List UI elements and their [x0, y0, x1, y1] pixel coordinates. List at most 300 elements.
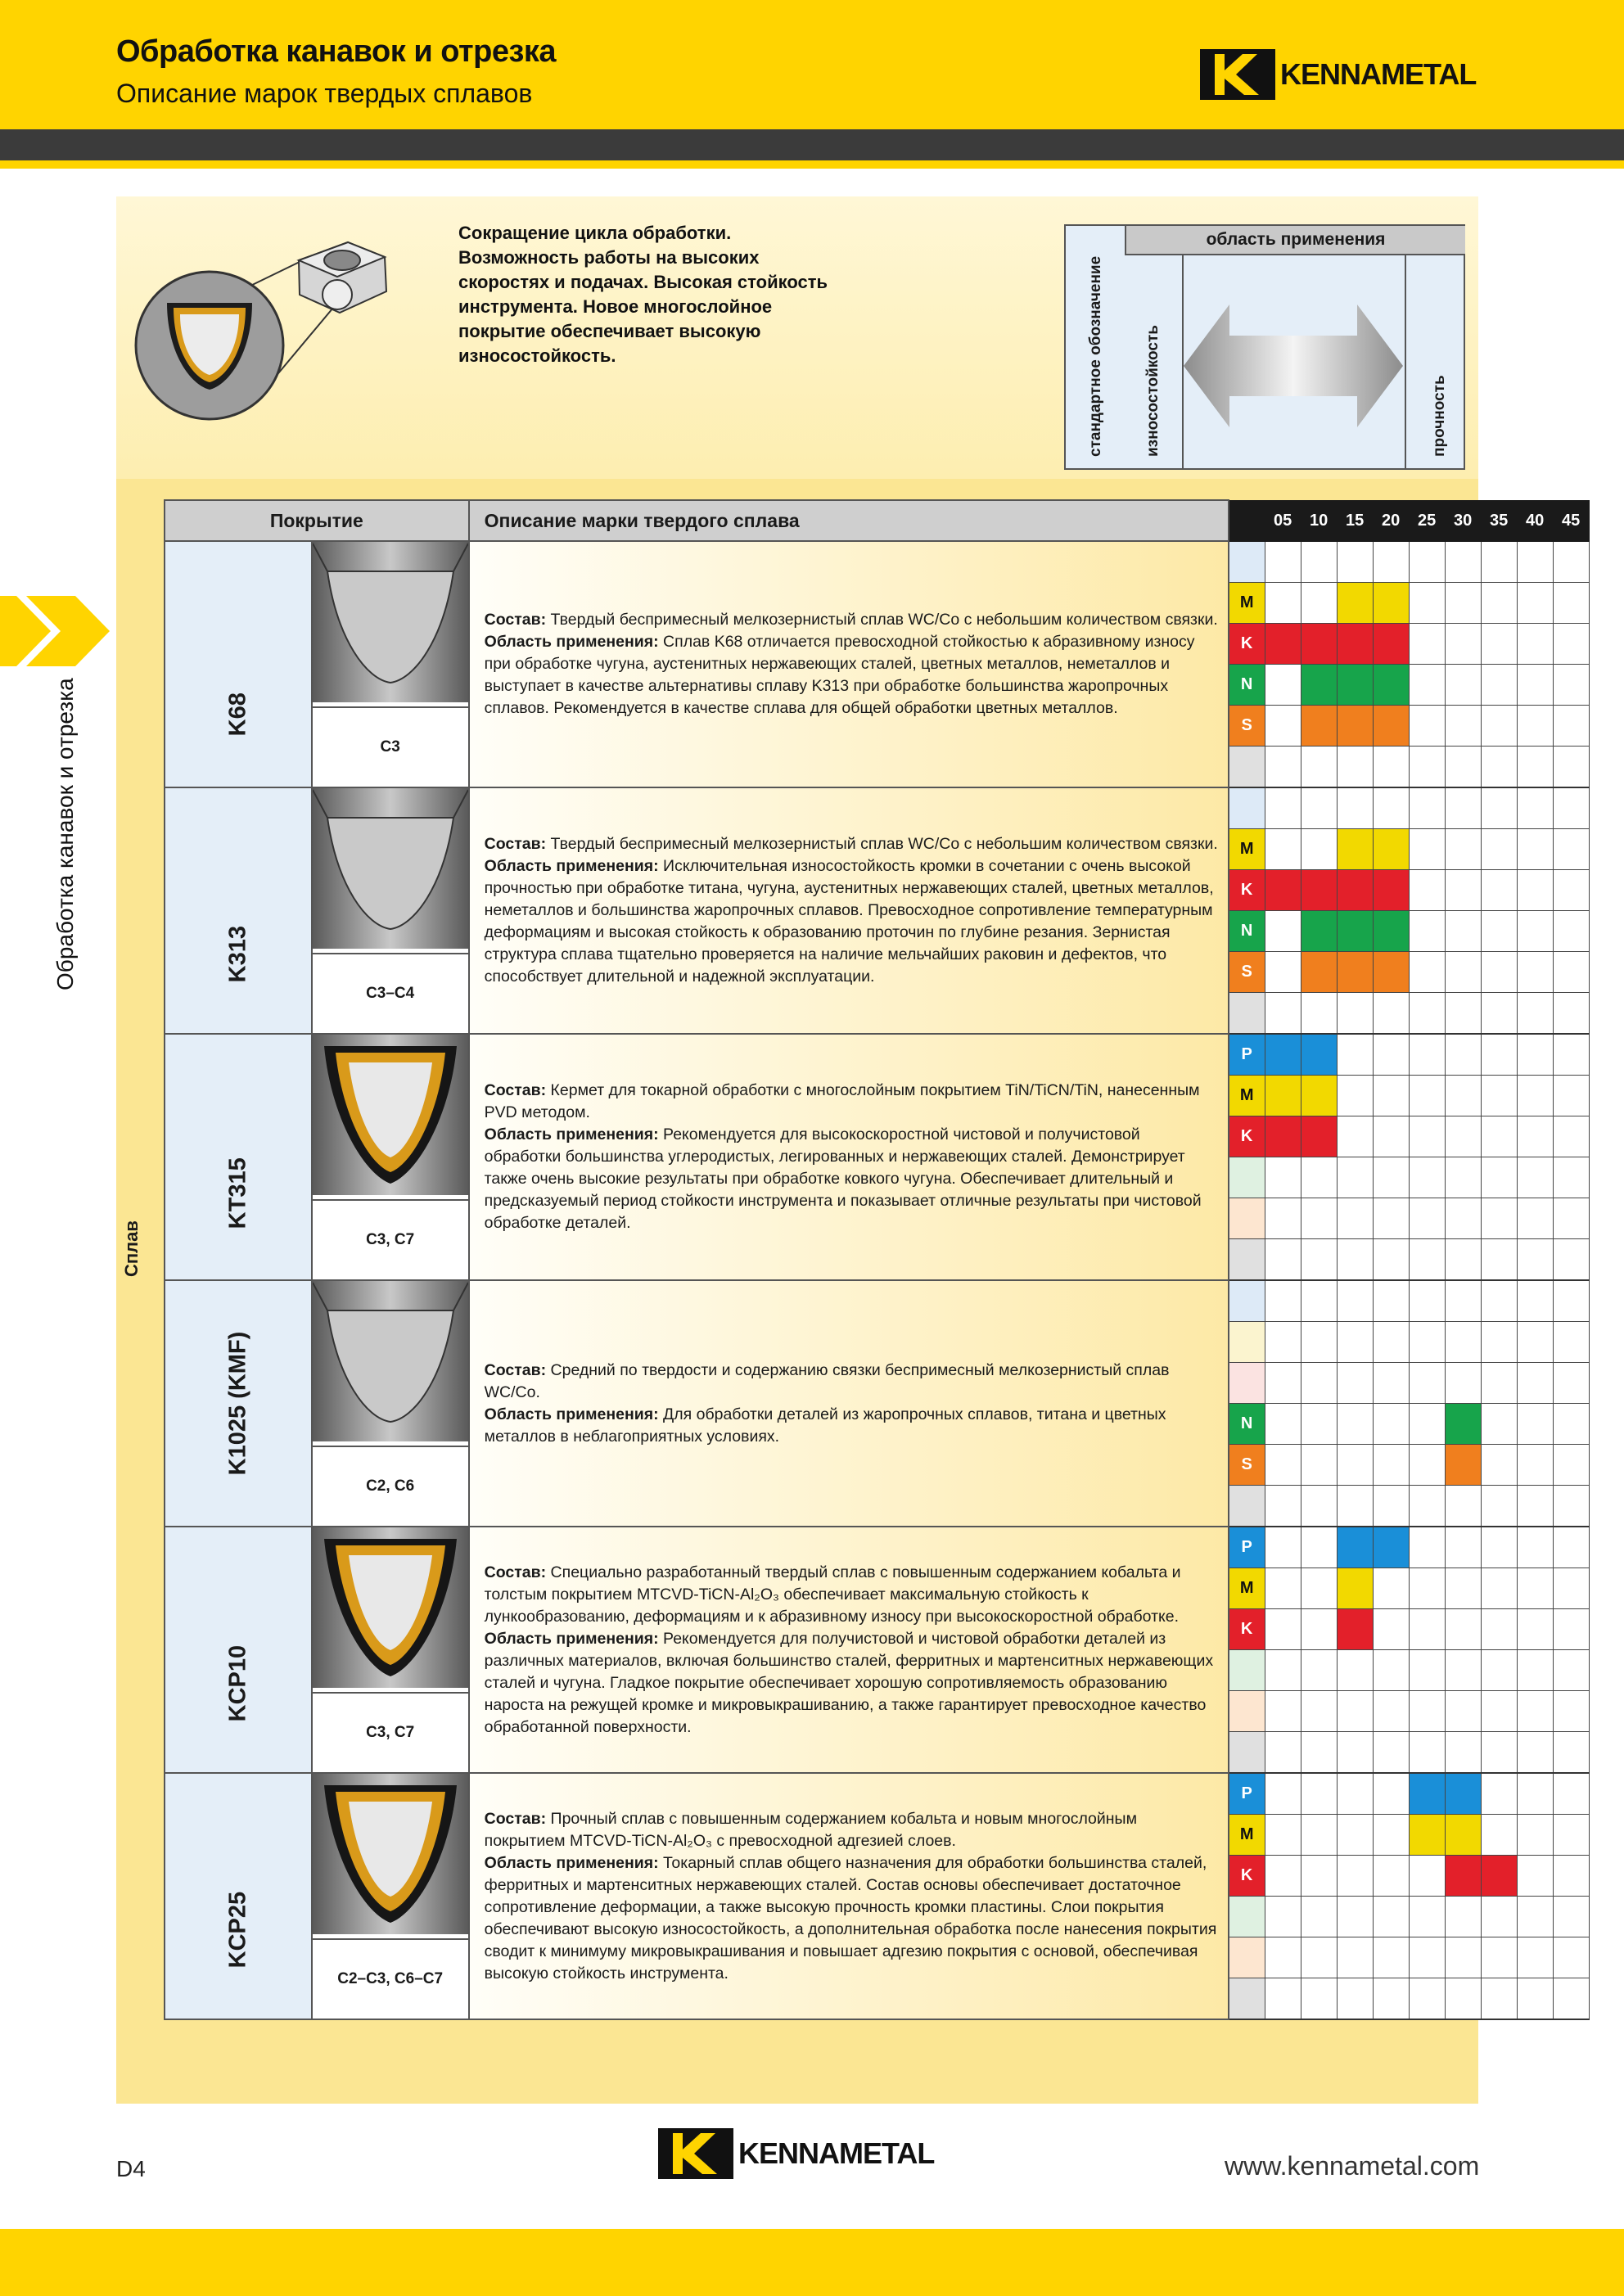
application-range-cell [1445, 992, 1481, 1034]
application-range-cell [1265, 1690, 1301, 1731]
application-range-cell [1373, 1690, 1409, 1731]
application-range-cell [1337, 1527, 1373, 1568]
application-range-cell [1409, 1076, 1445, 1116]
coating-cell [312, 1280, 469, 1527]
application-range-cell [1265, 1649, 1301, 1690]
application-range-cell [1409, 705, 1445, 746]
composition-text: Твердый беспримесный мелкозернистый сплав WC/Co с небольшим количеством связки. [550, 611, 1218, 629]
application-range-cell [1481, 1731, 1517, 1773]
application-range-cell [1409, 1527, 1445, 1568]
grade-name [165, 1280, 312, 1527]
kennametal-k-icon [658, 2128, 733, 2179]
application-range-cell [1553, 705, 1589, 746]
application-range-cell [1337, 746, 1373, 787]
iso-designation: C3–C4 [313, 953, 468, 1033]
material-group-label [1229, 1280, 1265, 1322]
grade-description [469, 1034, 1229, 1280]
application-range-cell [1337, 1485, 1373, 1527]
composition-text: Средний по твердости и содержанию связки беспримесный мелкозернистый сплав WC/Co. [484, 1360, 1170, 1401]
application-range-cell [1301, 664, 1337, 705]
application-range-cell [1409, 1937, 1445, 1978]
legend-standard-label: стандартное обозначение [1087, 255, 1104, 457]
application-range-cell [1481, 1649, 1517, 1690]
application-range-cell [1265, 1815, 1301, 1856]
application-range-cell [1481, 1238, 1517, 1280]
application-range-cell [1337, 1568, 1373, 1609]
application-range-cell [1517, 1485, 1553, 1527]
application-range-cell [1373, 1363, 1409, 1404]
grade-name [165, 1034, 312, 1280]
intro-text: Сокращение цикла обработки. Возможность работы на высоких скоростях и подачах. Высокая стойкость инструмента. Новое многослойное покрытие обеспечивает высокую износостойкость. [458, 223, 828, 366]
application-range-cell [1301, 1978, 1337, 2019]
application-range-cell [1553, 1731, 1589, 1773]
application-range-cell [1553, 582, 1589, 623]
application-range-cell [1373, 1937, 1409, 1978]
application-range-cell [1553, 1444, 1589, 1485]
application-range-cell [1553, 1609, 1589, 1650]
application-range-cell [1301, 787, 1337, 829]
application-range-cell [1373, 1280, 1409, 1322]
application-range-cell [1517, 1076, 1553, 1116]
insert-illustration [131, 229, 442, 450]
material-group-label: N [1229, 664, 1265, 705]
application-range-cell [1301, 1485, 1337, 1527]
application-range-cell [1517, 1773, 1553, 1815]
scale-header: 25 [1409, 500, 1445, 541]
application-text: Исключительная износостойкость кромки в сочетании с очень высокой прочностью при обработке титана, чугуна, аустенитных нержавеющих сталей, цветных металлов, неметаллов и большинства жаропрочных сплавов. Превосходное сопротивление температурным деформациям и высокая стойкость к образованию проточин по глубине резания. Зернистая структура сплава тщательно проверяется на наличие мельчайших раковин и дефектов, что способствует длительной и надежной эксплуатации. [484, 857, 1214, 986]
application-range-cell [1445, 1815, 1481, 1856]
application-range-cell [1553, 870, 1589, 911]
application-range-cell [1553, 1856, 1589, 1897]
logo-wordmark: KENNAMETAL [1280, 57, 1477, 91]
grade-description [469, 1527, 1229, 1773]
application-range-cell [1445, 1403, 1481, 1444]
application-range-cell [1301, 1568, 1337, 1609]
material-group-label [1229, 787, 1265, 829]
application-range-cell [1409, 910, 1445, 951]
application-range-cell [1481, 1363, 1517, 1404]
coating-cell [312, 1773, 469, 2019]
application-range-cell [1517, 1815, 1553, 1856]
application-range-cell [1337, 582, 1373, 623]
application-range-cell [1409, 1444, 1445, 1485]
insert-profile-icon [313, 1774, 468, 1934]
application-range-cell [1553, 746, 1589, 787]
application-range-cell [1517, 910, 1553, 951]
scale-header: 20 [1373, 500, 1409, 541]
application-range-cell [1553, 1280, 1589, 1322]
application-label: Область применения: [484, 1405, 659, 1423]
application-range-cell [1409, 1363, 1445, 1404]
application-range-cell [1517, 1527, 1553, 1568]
application-range-cell [1373, 992, 1409, 1034]
application-range-cell [1265, 1238, 1301, 1280]
material-group-label: P [1229, 1034, 1265, 1076]
application-range-cell [1265, 1856, 1301, 1897]
grade-name [165, 1527, 312, 1773]
application-range-cell [1373, 1649, 1409, 1690]
scale-header: 05 [1265, 500, 1301, 541]
application-range-cell [1481, 1896, 1517, 1937]
application-range-cell [1517, 1157, 1553, 1198]
application-range-cell [1301, 1238, 1337, 1280]
application-text: Сплав K68 отличается превосходной стойкостью к абразивному износу при обработке чугуна, аустенитных нержавеющих сталей, цветных металлов, неметаллов и выступает в качестве альтернативы сплаву K313 при обработке большинства жаропрочных сплавов. Рекомендуется в качестве сплава для общей обработки цветных металлов. [484, 633, 1195, 717]
composition-label: Состав: [484, 1081, 547, 1099]
application-range-cell [1517, 951, 1553, 992]
application-range-cell [1265, 1403, 1301, 1444]
material-group-label: K [1229, 1609, 1265, 1650]
application-range-cell [1337, 1238, 1373, 1280]
application-label: Область применения: [484, 857, 659, 875]
material-group-label: N [1229, 910, 1265, 951]
grade-description [469, 1773, 1229, 2019]
grade-row [165, 1280, 1589, 1322]
application-range-cell [1553, 1690, 1589, 1731]
application-range-cell [1337, 1690, 1373, 1731]
application-range-cell [1445, 787, 1481, 829]
application-range-cell [1409, 1198, 1445, 1238]
application-range-cell [1265, 1568, 1301, 1609]
insert-profile-icon [313, 788, 468, 949]
application-range-cell [1481, 1198, 1517, 1238]
application-range-cell [1301, 1773, 1337, 1815]
kennametal-k-icon [1200, 49, 1275, 100]
grade-name-text: KT315 [224, 1157, 251, 1229]
page-subtitle: Описание марок твердых сплавов [116, 79, 533, 108]
application-range-cell [1301, 1731, 1337, 1773]
application-paragraph [485, 855, 1220, 988]
grade-name [165, 787, 312, 1034]
material-group-label: P [1229, 1527, 1265, 1568]
application-range-cell [1409, 870, 1445, 911]
application-range-cell [1553, 1198, 1589, 1238]
application-range-cell [1553, 1034, 1589, 1076]
coating-cell [312, 1034, 469, 1280]
application-range-cell [1373, 1444, 1409, 1485]
application-label: Область применения: [484, 1125, 659, 1143]
application-range-cell [1481, 1322, 1517, 1363]
application-range-cell [1301, 951, 1337, 992]
side-tab-chevron-icon [0, 596, 115, 666]
application-range-cell [1301, 992, 1337, 1034]
application-range-cell [1409, 1731, 1445, 1773]
composition-paragraph [485, 1562, 1220, 1628]
logo-wordmark: KENNAMETAL [738, 2136, 935, 2170]
application-range-cell [1481, 541, 1517, 582]
application-range-cell [1301, 1280, 1337, 1322]
material-group-label: M [1229, 1815, 1265, 1856]
application-range-cell [1265, 1034, 1301, 1076]
application-range-cell [1481, 1034, 1517, 1076]
application-range-cell [1409, 1649, 1445, 1690]
footer-band [0, 2229, 1624, 2296]
material-group-label [1229, 1238, 1265, 1280]
application-range-cell [1445, 910, 1481, 951]
application-range-cell [1337, 992, 1373, 1034]
application-range-cell [1337, 787, 1373, 829]
composition-label: Состав: [484, 1360, 547, 1379]
application-range-cell [1337, 1280, 1373, 1322]
application-range-cell [1373, 787, 1409, 829]
application-range-cell [1445, 1198, 1481, 1238]
application-range-cell [1445, 705, 1481, 746]
application-paragraph [485, 1628, 1220, 1739]
application-range-cell [1373, 705, 1409, 746]
application-range-cell [1265, 870, 1301, 911]
application-range-cell [1337, 829, 1373, 870]
header-yellow-line [0, 160, 1624, 169]
application-range-cell [1517, 1363, 1553, 1404]
application-range-cell [1517, 1731, 1553, 1773]
application-range-cell [1445, 1157, 1481, 1198]
application-range-cell [1265, 1322, 1301, 1363]
composition-paragraph [485, 833, 1220, 855]
material-group-label: P [1229, 1773, 1265, 1815]
application-range-cell [1517, 1568, 1553, 1609]
material-group-label: K [1229, 623, 1265, 664]
application-range-cell [1481, 1444, 1517, 1485]
application-range-cell [1337, 951, 1373, 992]
application-range-cell [1481, 1773, 1517, 1815]
application-range-cell [1301, 1363, 1337, 1404]
material-group-label [1229, 1649, 1265, 1690]
application-range-cell [1409, 746, 1445, 787]
application-range-cell [1373, 1198, 1409, 1238]
application-range-cell [1409, 1034, 1445, 1076]
application-range-cell [1553, 1238, 1589, 1280]
application-range-cell [1373, 1527, 1409, 1568]
application-legend [1064, 224, 1465, 470]
material-group-label: M [1229, 582, 1265, 623]
composition-label: Состав: [484, 1563, 547, 1581]
application-range-cell [1517, 1116, 1553, 1157]
application-range-cell [1481, 1116, 1517, 1157]
application-range-cell [1337, 1322, 1373, 1363]
material-group-label [1229, 1322, 1265, 1363]
application-range-cell [1481, 1403, 1517, 1444]
application-range-cell [1373, 664, 1409, 705]
application-range-cell [1301, 1444, 1337, 1485]
application-range-cell [1445, 1896, 1481, 1937]
application-range-cell [1337, 870, 1373, 911]
application-range-cell [1337, 1116, 1373, 1157]
application-range-cell [1409, 1815, 1445, 1856]
application-range-cell [1373, 1896, 1409, 1937]
application-range-cell [1409, 951, 1445, 992]
application-range-cell [1517, 541, 1553, 582]
application-range-cell [1481, 582, 1517, 623]
application-range-cell [1373, 951, 1409, 992]
application-range-cell [1445, 1527, 1481, 1568]
application-range-cell [1373, 1485, 1409, 1527]
application-paragraph [485, 1852, 1220, 1985]
composition-text: Специально разработанный твердый сплав с повышенным содержанием кобальта и толстым покрытием MTCVD-TiCN-Al₂O₃ обеспечивает максимальную стойкость к лункообразованию, деформациям и к абразивному износу при высокоскоростной обработке. [484, 1563, 1181, 1626]
application-paragraph [485, 1404, 1220, 1448]
application-range-cell [1517, 705, 1553, 746]
application-range-cell [1553, 664, 1589, 705]
coating-cell [312, 787, 469, 1034]
application-range-cell [1445, 829, 1481, 870]
application-range-cell [1373, 1773, 1409, 1815]
double-arrow-icon [1184, 304, 1403, 427]
application-range-cell [1445, 1731, 1481, 1773]
application-range-cell [1481, 1690, 1517, 1731]
grade-name-text: K1025 (KMF) [224, 1331, 251, 1476]
application-range-cell [1337, 1731, 1373, 1773]
material-group-label: M [1229, 1076, 1265, 1116]
application-range-cell [1409, 1690, 1445, 1731]
application-range-cell [1373, 1609, 1409, 1650]
application-range-cell [1301, 1076, 1337, 1116]
application-range-cell [1481, 787, 1517, 829]
application-range-cell [1301, 1198, 1337, 1238]
application-range-cell [1337, 664, 1373, 705]
application-range-cell [1445, 1444, 1481, 1485]
material-group-label: K [1229, 1116, 1265, 1157]
application-range-cell [1481, 1815, 1517, 1856]
application-range-cell [1553, 1896, 1589, 1937]
application-range-cell [1265, 1444, 1301, 1485]
insert-profile-icon [313, 542, 468, 702]
page-number: D4 [116, 2156, 146, 2181]
application-range-cell [1409, 829, 1445, 870]
application-range-cell [1553, 1363, 1589, 1404]
application-range-cell [1517, 1856, 1553, 1897]
application-range-cell [1517, 1444, 1553, 1485]
application-range-cell [1409, 1978, 1445, 2019]
grade-description [469, 787, 1229, 1034]
scale-header: 30 [1445, 500, 1481, 541]
material-group-label [1229, 992, 1265, 1034]
application-range-cell [1409, 1485, 1445, 1527]
application-range-cell [1337, 705, 1373, 746]
application-range-cell [1373, 1076, 1409, 1116]
application-range-cell [1445, 1485, 1481, 1527]
application-range-cell [1481, 1157, 1517, 1198]
application-range-cell [1265, 910, 1301, 951]
application-label: Область применения: [484, 1629, 659, 1648]
material-group-label: K [1229, 1856, 1265, 1897]
application-range-cell [1409, 1773, 1445, 1815]
application-text: Рекомендуется для получистовой и чистовой обработки деталей из различных материалов, включая большинство сталей, ферритных и мартенситных нержавеющих сталей и чугуна. Гладкое покрытие обеспечивает хорошую сопротивляемость образованию нароста на режущей кромке и микровыкрашиванию, а также гарантирует превосходное качество обработанной поверхности. [484, 1629, 1214, 1736]
application-range-cell [1409, 623, 1445, 664]
application-range-cell [1553, 1568, 1589, 1609]
header-logo[interactable] [1200, 49, 1476, 100]
application-range-cell [1553, 787, 1589, 829]
legend-area-title: область применения [1125, 226, 1465, 255]
application-range-cell [1301, 746, 1337, 787]
application-range-cell [1553, 623, 1589, 664]
application-range-cell [1373, 1116, 1409, 1157]
application-range-cell [1553, 1322, 1589, 1363]
application-range-cell [1265, 1116, 1301, 1157]
application-range-cell [1481, 1280, 1517, 1322]
application-range-cell [1265, 1937, 1301, 1978]
material-group-label [1229, 1157, 1265, 1198]
application-range-cell [1301, 541, 1337, 582]
application-range-cell [1265, 1527, 1301, 1568]
application-range-cell [1409, 1157, 1445, 1198]
composition-paragraph [485, 1080, 1220, 1124]
material-group-label: S [1229, 705, 1265, 746]
material-group-label [1229, 1485, 1265, 1527]
application-range-cell [1301, 1157, 1337, 1198]
application-range-cell [1265, 951, 1301, 992]
grade-row [165, 1527, 1589, 1568]
footer-logo[interactable] [658, 2128, 934, 2179]
application-range-cell [1301, 1403, 1337, 1444]
legend-toughness-label: прочность [1431, 375, 1448, 457]
grade-row [165, 1773, 1589, 1815]
composition-label: Состав: [484, 1809, 547, 1828]
application-range-cell [1517, 1198, 1553, 1238]
application-range-cell [1517, 1937, 1553, 1978]
application-range-cell [1517, 746, 1553, 787]
application-range-cell [1265, 746, 1301, 787]
application-range-cell [1445, 1773, 1481, 1815]
application-text: Для обработки деталей из жаропрочных сплавов, титана и цветных металлов в неблагоприятных условиях. [484, 1405, 1166, 1446]
application-range-cell [1265, 1609, 1301, 1650]
material-group-label: M [1229, 829, 1265, 870]
application-range-cell [1373, 1322, 1409, 1363]
coating-cell [312, 541, 469, 787]
application-range-cell [1301, 1116, 1337, 1157]
application-range-cell [1265, 1896, 1301, 1937]
insert-profile-icon [313, 1035, 468, 1195]
composition-label: Состав: [484, 835, 547, 853]
application-range-cell [1301, 1649, 1337, 1690]
application-range-cell [1373, 1157, 1409, 1198]
application-range-cell [1517, 829, 1553, 870]
material-group-label: S [1229, 1444, 1265, 1485]
row-axis-label: Сплав [121, 1220, 142, 1277]
application-range-cell [1481, 1568, 1517, 1609]
footer-url-link[interactable]: www.kennametal.com [1225, 2151, 1480, 2181]
application-range-cell [1301, 1937, 1337, 1978]
application-range-cell [1301, 1527, 1337, 1568]
application-range-cell [1445, 1937, 1481, 1978]
application-range-cell [1553, 1485, 1589, 1527]
grade-row [165, 541, 1589, 582]
application-range-cell [1553, 1649, 1589, 1690]
application-range-cell [1337, 1444, 1373, 1485]
composition-text: Твердый беспримесный мелкозернистый сплав WC/Co с небольшим количеством связки. [550, 835, 1218, 853]
application-range-cell [1517, 1649, 1553, 1690]
material-group-label [1229, 1937, 1265, 1978]
legend-wear-label: износостойкость [1144, 325, 1162, 457]
application-range-cell [1373, 1856, 1409, 1897]
application-range-cell [1373, 1568, 1409, 1609]
application-range-cell [1301, 910, 1337, 951]
application-range-cell [1409, 541, 1445, 582]
application-range-cell [1553, 1773, 1589, 1815]
application-range-cell [1517, 1034, 1553, 1076]
application-range-cell [1337, 1773, 1373, 1815]
application-range-cell [1445, 1116, 1481, 1157]
insert-profile-icon [313, 1527, 468, 1688]
application-range-cell [1373, 1238, 1409, 1280]
material-group-label: M [1229, 1568, 1265, 1609]
application-range-cell [1337, 1856, 1373, 1897]
grade-name-text: KCP10 [224, 1644, 251, 1722]
application-label: Область применения: [484, 633, 659, 651]
application-range-cell [1301, 1609, 1337, 1650]
application-range-cell [1517, 664, 1553, 705]
application-range-cell [1337, 1815, 1373, 1856]
application-range-cell [1481, 870, 1517, 911]
application-range-cell [1445, 1609, 1481, 1650]
material-group-label [1229, 1978, 1265, 2019]
